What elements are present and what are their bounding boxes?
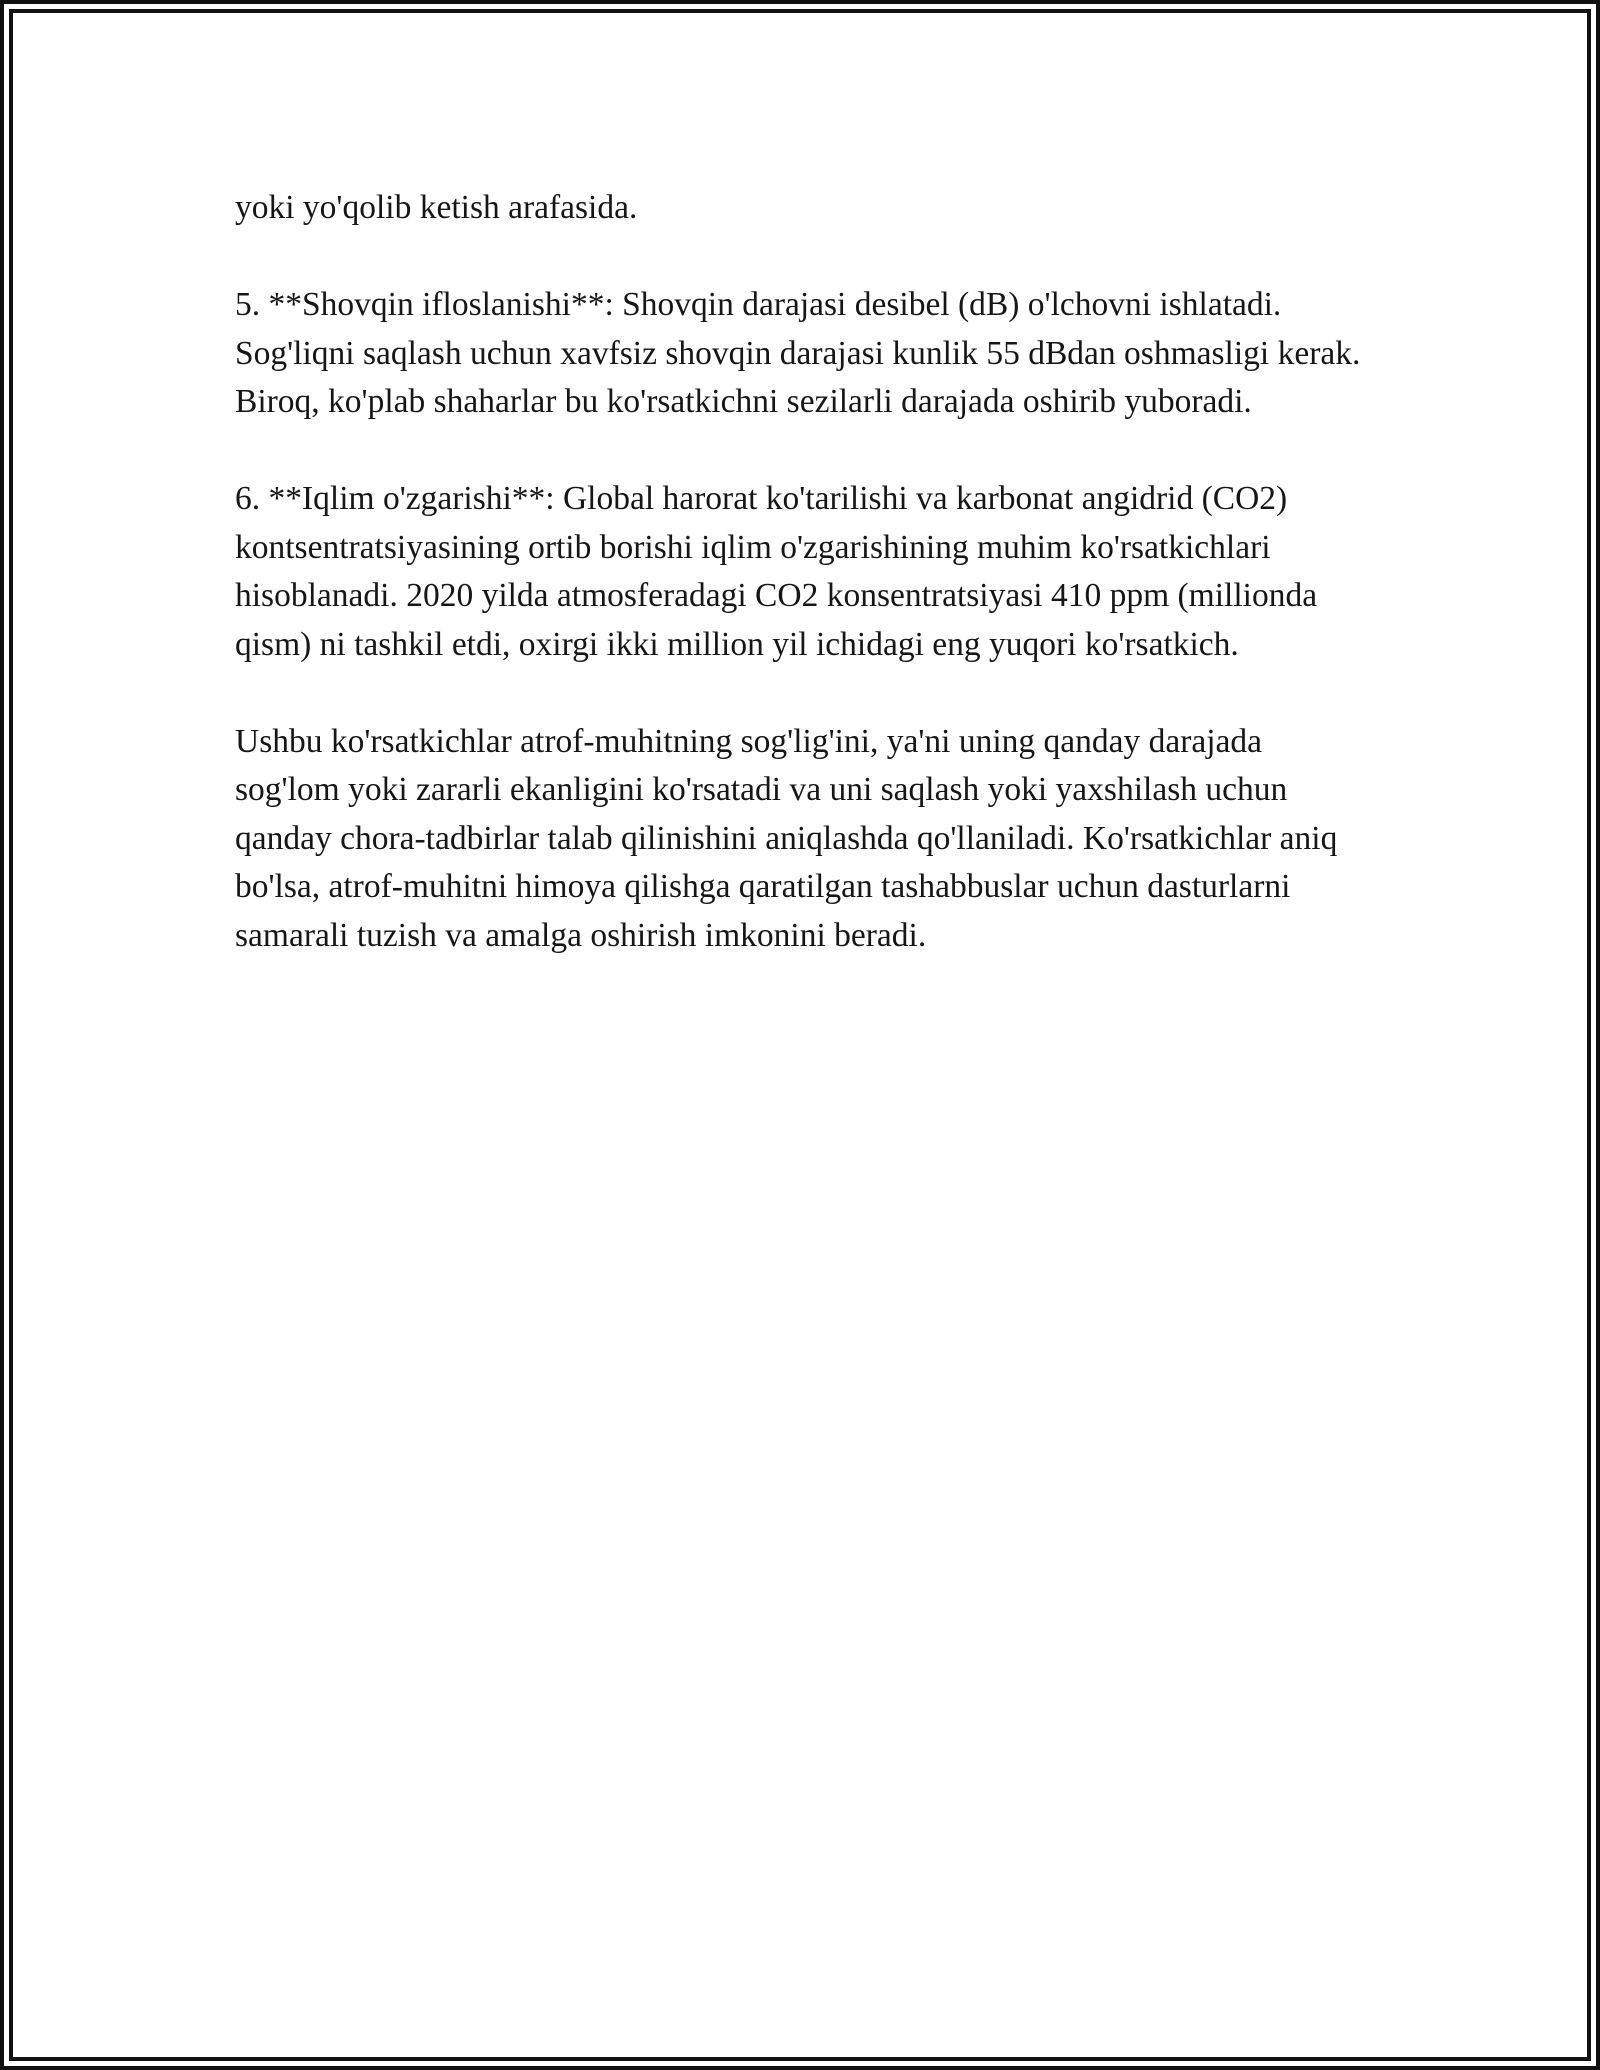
paragraph-continuation: yoki yo'qolib ketish arafasida.: [235, 189, 638, 226]
document-body: [235, 184, 1365, 1009]
paragraph-noise-pollution: 5. **Shovqin ifloslanishi**: Shovqin darajasi desibel (dB) o'lchovni ishlatadi. Sog'liqni saqlash uchun xavfsiz shovqin darajasi kunlik 55 dBdan oshmasligi kerak. Biroq, ko'plab shaharlar bu ko'rsatkichni sezilarli darajada oshirib yuboradi.: [235, 286, 1361, 420]
paragraph-climate-change: 6. **Iqlim o'zgarishi**: Global harorat ko'tarilishi va karbonat angidrid (CO2) kontsentratsiyasining ortib borishi iqlim o'zgarishining muhim ko'rsatkichlari hisoblanadi. 2020 yilda atmosferadagi CO2 konsentratsiyasi 410 ppm (millionda qism) ni tashkil etdi, oxirgi ikki million yil ichidagi eng yuqori ko'rsatkich.: [235, 480, 1318, 663]
paragraph-conclusion: Ushbu ko'rsatkichlar atrof-muhitning sog'lig'ini, ya'ni uning qanday darajada sog'lom yoki zararli ekanligini ko'rsatadi va uni saqlash yoki yaxshilash uchun qanday chora-tadbirlar talab qilinishini aniqlashda qo'llaniladi. Ko'rsatkichlar aniq bo'lsa, atrof-muhitni himoya qilishga qaratilgan tashabbuslar uchun dasturlarni samarali tuzish va amalga oshirish imkonini beradi.: [235, 722, 1338, 954]
